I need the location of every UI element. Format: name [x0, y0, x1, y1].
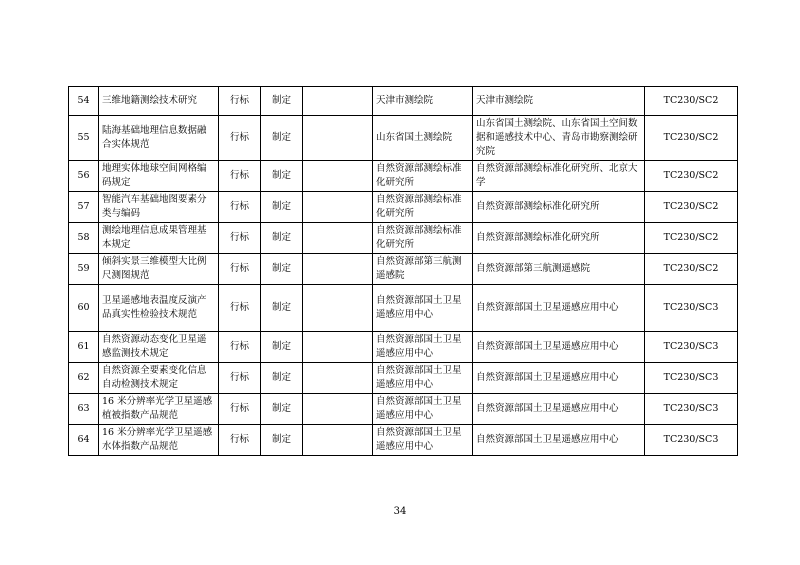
standard-name-cell: 倾斜实景三维模型大比例尺测图规范	[99, 254, 219, 285]
revision-kind-cell: 制定	[261, 332, 303, 363]
table-row	[69, 192, 738, 223]
standard-name-cell: 16 米分辨率光学卫星遥感水体指数产品规范	[99, 425, 219, 456]
standard-type-cell: 行标	[219, 363, 261, 394]
lead-organization-cell: 天津市测绘院	[373, 87, 473, 116]
committee-code-cell: TC230/SC2	[645, 161, 738, 192]
committee-code-cell: TC230/SC3	[645, 285, 738, 332]
revision-kind-cell: 制定	[261, 87, 303, 116]
lead-organization-cell: 自然资源部测绘标准化研究所	[373, 223, 473, 254]
table-body	[69, 87, 738, 456]
replaced-standard-cell	[303, 425, 373, 456]
lead-organization-cell: 自然资源部第三航测遥感院	[373, 254, 473, 285]
revision-kind-cell: 制定	[261, 363, 303, 394]
standard-type-cell: 行标	[219, 425, 261, 456]
row-number-cell: 57	[69, 192, 99, 223]
revision-kind-cell: 制定	[261, 192, 303, 223]
replaced-standard-cell	[303, 394, 373, 425]
lead-organization-cell: 自然资源部测绘标准化研究所	[373, 161, 473, 192]
standard-type-cell: 行标	[219, 223, 261, 254]
revision-kind-cell: 制定	[261, 425, 303, 456]
page-number: 34	[393, 506, 407, 517]
standard-name-cell: 陆海基础地理信息数据融合实体规范	[99, 116, 219, 161]
standard-name-cell: 自然资源全要素变化信息自动检测技术规定	[99, 363, 219, 394]
standard-name-cell: 卫星遥感地表温度反演产品真实性检验技术规范	[99, 285, 219, 332]
table-row	[69, 285, 738, 332]
committee-code-cell: TC230/SC2	[645, 116, 738, 161]
replaced-standard-cell	[303, 332, 373, 363]
participating-organizations-cell: 自然资源部国土卫星遥感应用中心	[473, 363, 645, 394]
committee-code-cell: TC230/SC2	[645, 192, 738, 223]
standard-name-cell: 智能汽车基础地图要素分类与编码	[99, 192, 219, 223]
replaced-standard-cell	[303, 116, 373, 161]
table-row	[69, 254, 738, 285]
standard-name-cell: 三维地籍测绘技术研究	[99, 87, 219, 116]
replaced-standard-cell	[303, 161, 373, 192]
committee-code-cell: TC230/SC3	[645, 394, 738, 425]
replaced-standard-cell	[303, 87, 373, 116]
standard-type-cell: 行标	[219, 285, 261, 332]
standard-name-cell: 测绘地理信息成果管理基本规定	[99, 223, 219, 254]
standard-type-cell: 行标	[219, 394, 261, 425]
revision-kind-cell: 制定	[261, 394, 303, 425]
row-number-cell: 64	[69, 425, 99, 456]
committee-code-cell: TC230/SC2	[645, 223, 738, 254]
replaced-standard-cell	[303, 192, 373, 223]
participating-organizations-cell: 自然资源部国土卫星遥感应用中心	[473, 332, 645, 363]
participating-organizations-cell: 自然资源部国土卫星遥感应用中心	[473, 285, 645, 332]
participating-organizations-cell: 自然资源部测绘标准化研究所	[473, 192, 645, 223]
row-number-cell: 58	[69, 223, 99, 254]
lead-organization-cell: 自然资源部国土卫星遥感应用中心	[373, 394, 473, 425]
revision-kind-cell: 制定	[261, 285, 303, 332]
revision-kind-cell: 制定	[261, 223, 303, 254]
row-number-cell: 56	[69, 161, 99, 192]
participating-organizations-cell: 自然资源部测绘标准化研究所	[473, 223, 645, 254]
table-row	[69, 161, 738, 192]
standard-name-cell: 16 米分辨率光学卫星遥感植被指数产品规范	[99, 394, 219, 425]
row-number-cell: 62	[69, 363, 99, 394]
table-row	[69, 87, 738, 116]
standard-type-cell: 行标	[219, 116, 261, 161]
participating-organizations-cell: 天津市测绘院	[473, 87, 645, 116]
lead-organization-cell: 自然资源部测绘标准化研究所	[373, 192, 473, 223]
replaced-standard-cell	[303, 254, 373, 285]
lead-organization-cell: 山东省国土测绘院	[373, 116, 473, 161]
standard-type-cell: 行标	[219, 161, 261, 192]
participating-organizations-cell: 自然资源部第三航测遥感院	[473, 254, 645, 285]
committee-code-cell: TC230/SC3	[645, 363, 738, 394]
standard-type-cell: 行标	[219, 87, 261, 116]
participating-organizations-cell: 山东省国土测绘院、山东省国土空间数据和遥感技术中心、青岛市勘察测绘研究院	[473, 116, 645, 161]
replaced-standard-cell	[303, 363, 373, 394]
standard-type-cell: 行标	[219, 332, 261, 363]
replaced-standard-cell	[303, 223, 373, 254]
participating-organizations-cell: 自然资源部国土卫星遥感应用中心	[473, 425, 645, 456]
participating-organizations-cell: 自然资源部国土卫星遥感应用中心	[473, 394, 645, 425]
row-number-cell: 54	[69, 87, 99, 116]
revision-kind-cell: 制定	[261, 254, 303, 285]
table-row	[69, 425, 738, 456]
revision-kind-cell: 制定	[261, 161, 303, 192]
table-row	[69, 116, 738, 161]
standards-plan-table	[68, 86, 738, 456]
lead-organization-cell: 自然资源部国土卫星遥感应用中心	[373, 332, 473, 363]
replaced-standard-cell	[303, 285, 373, 332]
committee-code-cell: TC230/SC2	[645, 87, 738, 116]
table-row	[69, 223, 738, 254]
row-number-cell: 60	[69, 285, 99, 332]
committee-code-cell: TC230/SC3	[645, 332, 738, 363]
row-number-cell: 59	[69, 254, 99, 285]
row-number-cell: 61	[69, 332, 99, 363]
table-row	[69, 394, 738, 425]
row-number-cell: 63	[69, 394, 99, 425]
committee-code-cell: TC230/SC2	[645, 254, 738, 285]
standard-type-cell: 行标	[219, 254, 261, 285]
row-number-cell: 55	[69, 116, 99, 161]
lead-organization-cell: 自然资源部国土卫星遥感应用中心	[373, 285, 473, 332]
lead-organization-cell: 自然资源部国土卫星遥感应用中心	[373, 425, 473, 456]
committee-code-cell: TC230/SC3	[645, 425, 738, 456]
revision-kind-cell: 制定	[261, 116, 303, 161]
table-row	[69, 363, 738, 394]
lead-organization-cell: 自然资源部国土卫星遥感应用中心	[373, 363, 473, 394]
standard-name-cell: 自然资源动态变化卫星遥感监测技术规定	[99, 332, 219, 363]
table-row	[69, 332, 738, 363]
standard-name-cell: 地理实体地球空间网格编码规定	[99, 161, 219, 192]
participating-organizations-cell: 自然资源部测绘标准化研究所、北京大学	[473, 161, 645, 192]
standard-type-cell: 行标	[219, 192, 261, 223]
